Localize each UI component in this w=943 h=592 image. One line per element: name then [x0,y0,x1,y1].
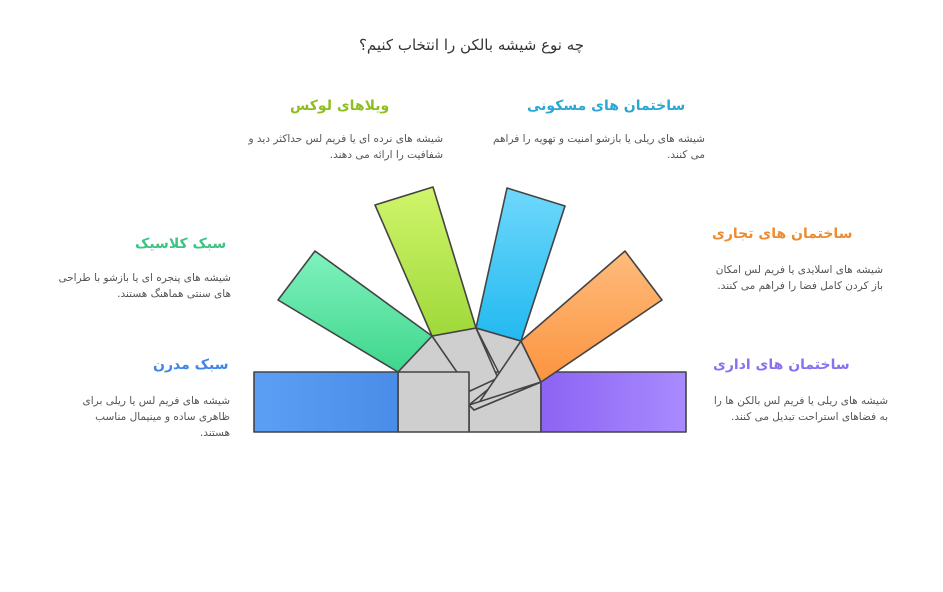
desc-office-buildings: شیشه های ریلی یا فریم لس بالکن ها را به فضاهای استراحت تبدیل می کنند. [713,395,888,423]
heading-luxury-villas: ویلاهای لوکس [290,98,390,114]
heading-commercial-buildings: ساختمان های تجاری [712,226,853,242]
segment-connector-left [398,372,469,432]
heading-residential-buildings: ساختمان های مسکونی [527,98,686,114]
heading-office-buildings: ساختمان های اداری [713,357,850,373]
desc-classic-style: شیشه های پنجره ای یا بازشو با طراحی های سنتی هماهنگ هستند. [58,272,231,300]
diagram-title: چه نوع شیشه بالکن را انتخاب کنیم؟ [358,36,585,54]
segment-office-buildings [541,372,686,432]
desc-luxury-villas: شیشه های نرده ای یا فریم لس حداکثر دید و شفافیت را ارائه می دهند. [248,133,443,161]
desc-modern-style: شیشه های فریم لس یا ریلی برای ظاهری ساده و مینیمال مناسب هستند. [82,395,230,439]
segment-modern-style [254,372,398,432]
heading-classic-style: سبک کلاسیک [135,236,227,252]
desc-commercial-buildings: شیشه های اسلایدی یا فریم لس امکان باز کردن کامل فضا را فراهم می کنند. [715,264,883,292]
desc-residential-buildings: شیشه های ریلی یا بازشو امنیت و تهویه را فراهم می کنند. [493,133,705,161]
heading-modern-style: سبک مدرن [153,357,229,373]
